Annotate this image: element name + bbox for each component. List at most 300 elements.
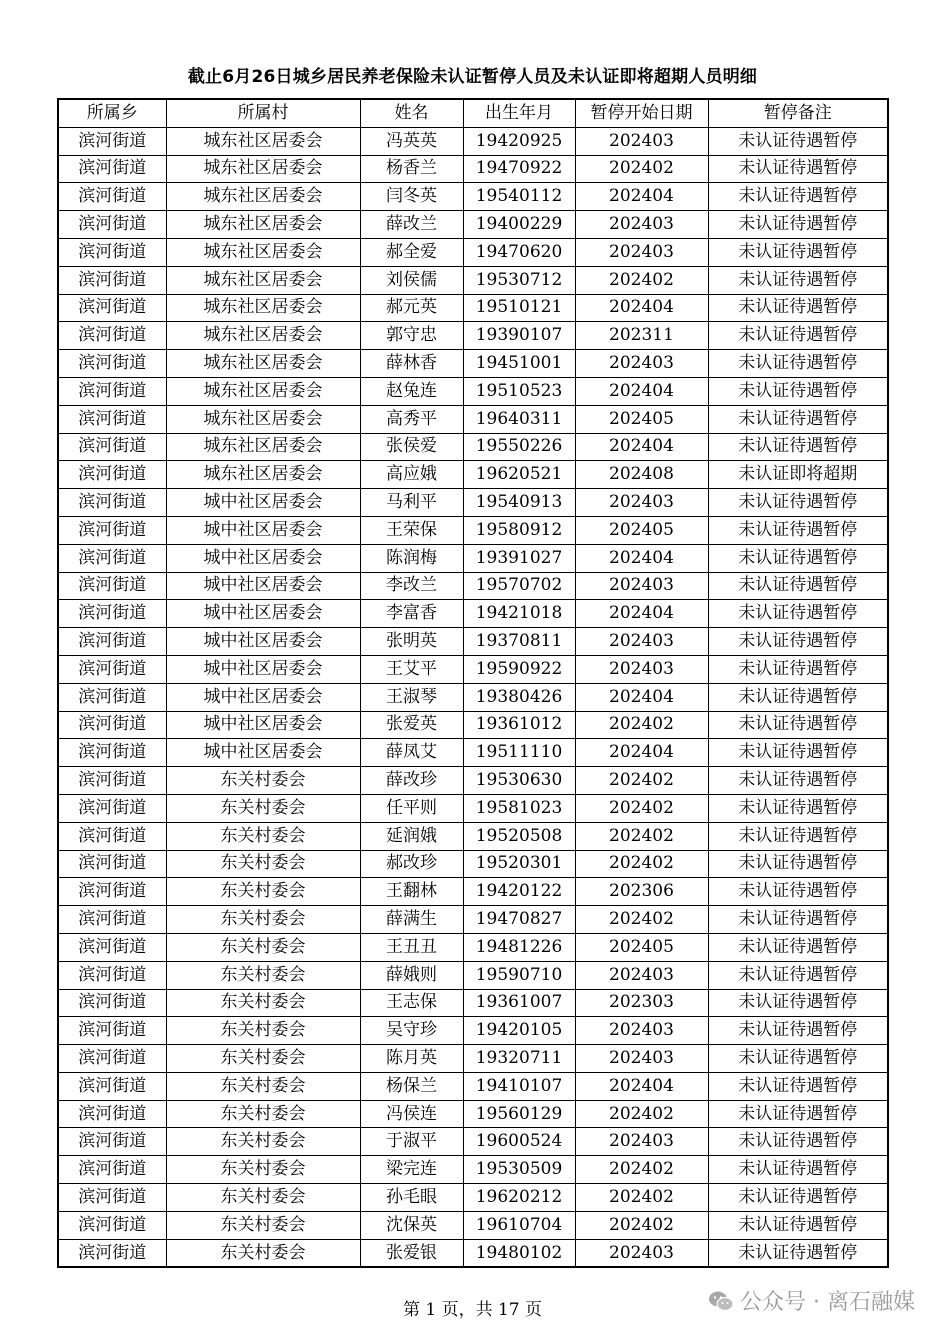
cell-birth-date: 19410107 <box>463 1072 575 1100</box>
cell-township: 滨河街道 <box>58 211 166 239</box>
cell-township: 滨河街道 <box>58 1156 166 1184</box>
cell-village: 东关村委会 <box>166 1128 360 1156</box>
cell-name: 薛改珍 <box>360 767 463 795</box>
wechat-icon <box>708 1290 734 1312</box>
header-row <box>58 99 888 127</box>
cell-suspend-start: 202403 <box>575 628 708 656</box>
cell-suspend-start: 202405 <box>575 405 708 433</box>
cell-suspend-start: 202403 <box>575 655 708 683</box>
cell-township: 滨河街道 <box>58 961 166 989</box>
table-row <box>58 433 888 461</box>
cell-birth-date: 19530630 <box>463 767 575 795</box>
cell-name: 郝改珍 <box>360 850 463 878</box>
cell-township: 滨河街道 <box>58 294 166 322</box>
cell-township: 滨河街道 <box>58 377 166 405</box>
cell-name: 王志保 <box>360 989 463 1017</box>
cell-village: 城中社区居委会 <box>166 739 360 767</box>
cell-birth-date: 19620521 <box>463 461 575 489</box>
cell-suspend-start: 202403 <box>575 1239 708 1267</box>
cell-township: 滨河街道 <box>58 350 166 378</box>
cell-suspend-start: 202403 <box>575 350 708 378</box>
cell-suspend-start: 202404 <box>575 183 708 211</box>
cell-suspend-start: 202402 <box>575 850 708 878</box>
cell-birth-date: 19510121 <box>463 294 575 322</box>
cell-suspend-note: 未认证待遇暂停 <box>708 294 888 322</box>
table-row <box>58 350 888 378</box>
cell-township: 滨河街道 <box>58 1045 166 1073</box>
cell-suspend-note: 未认证待遇暂停 <box>708 1156 888 1184</box>
cell-name: 张爱银 <box>360 1239 463 1267</box>
cell-name: 于淑平 <box>360 1128 463 1156</box>
cell-birth-date: 19640311 <box>463 405 575 433</box>
cell-township: 滨河街道 <box>58 655 166 683</box>
cell-suspend-note: 未认证待遇暂停 <box>708 127 888 155</box>
cell-birth-date: 19520508 <box>463 822 575 850</box>
cell-birth-date: 19540112 <box>463 183 575 211</box>
cell-name: 薛满生 <box>360 906 463 934</box>
cell-suspend-note: 未认证待遇暂停 <box>708 405 888 433</box>
cell-village: 东关村委会 <box>166 850 360 878</box>
table-row <box>58 989 888 1017</box>
cell-suspend-note: 未认证待遇暂停 <box>708 322 888 350</box>
cell-township: 滨河街道 <box>58 238 166 266</box>
cell-name: 薛凤艾 <box>360 739 463 767</box>
cell-suspend-note: 未认证待遇暂停 <box>708 211 888 239</box>
table-row <box>58 1045 888 1073</box>
cell-village: 东关村委会 <box>166 1100 360 1128</box>
cell-village: 东关村委会 <box>166 822 360 850</box>
table-row <box>58 933 888 961</box>
cell-village: 城东社区居委会 <box>166 405 360 433</box>
cell-suspend-note: 未认证待遇暂停 <box>708 516 888 544</box>
cell-name: 陈月英 <box>360 1045 463 1073</box>
cell-birth-date: 19620212 <box>463 1184 575 1212</box>
cell-birth-date: 19420925 <box>463 127 575 155</box>
cell-village: 东关村委会 <box>166 1211 360 1239</box>
cell-township: 滨河街道 <box>58 683 166 711</box>
cell-suspend-note: 未认证待遇暂停 <box>708 433 888 461</box>
page-title: 截止6月26日城乡居民养老保险未认证暂停人员及未认证即将超期人员明细 <box>187 67 758 87</box>
cell-township: 滨河街道 <box>58 628 166 656</box>
page-footer: 第 1 页，共 17 页 <box>402 1300 543 1320</box>
table-row <box>58 794 888 822</box>
cell-suspend-start: 202404 <box>575 294 708 322</box>
cell-birth-date: 19451001 <box>463 350 575 378</box>
cell-suspend-start: 202303 <box>575 989 708 1017</box>
cell-name: 王艾平 <box>360 655 463 683</box>
cell-suspend-start: 202403 <box>575 572 708 600</box>
cell-suspend-start: 202404 <box>575 433 708 461</box>
cell-birth-date: 19610704 <box>463 1211 575 1239</box>
cell-village: 东关村委会 <box>166 1156 360 1184</box>
cell-name: 薛娥则 <box>360 961 463 989</box>
column-header-birth-date: 出生年月 <box>463 99 575 127</box>
cell-township: 滨河街道 <box>58 822 166 850</box>
cell-birth-date: 19530509 <box>463 1156 575 1184</box>
cell-suspend-start: 202402 <box>575 1184 708 1212</box>
table-row <box>58 405 888 433</box>
cell-village: 城东社区居委会 <box>166 322 360 350</box>
table-row <box>58 1156 888 1184</box>
cell-township: 滨河街道 <box>58 933 166 961</box>
cell-township: 滨河街道 <box>58 155 166 183</box>
cell-township: 滨河街道 <box>58 461 166 489</box>
cell-suspend-note: 未认证待遇暂停 <box>708 155 888 183</box>
table-row <box>58 322 888 350</box>
cell-village: 城中社区居委会 <box>166 516 360 544</box>
table-row <box>58 1017 888 1045</box>
cell-suspend-note: 未认证待遇暂停 <box>708 544 888 572</box>
cell-village: 城中社区居委会 <box>166 711 360 739</box>
cell-village: 城东社区居委会 <box>166 461 360 489</box>
cell-birth-date: 19420122 <box>463 878 575 906</box>
cell-suspend-note: 未认证待遇暂停 <box>708 377 888 405</box>
cell-suspend-note: 未认证待遇暂停 <box>708 183 888 211</box>
cell-village: 东关村委会 <box>166 933 360 961</box>
cell-village: 城中社区居委会 <box>166 683 360 711</box>
cell-suspend-note: 未认证待遇暂停 <box>708 266 888 294</box>
table-row <box>58 711 888 739</box>
table-row <box>58 266 888 294</box>
cell-name: 李富香 <box>360 600 463 628</box>
cell-birth-date: 19481226 <box>463 933 575 961</box>
cell-village: 城中社区居委会 <box>166 489 360 517</box>
cell-birth-date: 19550226 <box>463 433 575 461</box>
cell-suspend-start: 202402 <box>575 266 708 294</box>
cell-birth-date: 19400229 <box>463 211 575 239</box>
table-row <box>58 1072 888 1100</box>
column-header-suspend-note: 暂停备注 <box>708 99 888 127</box>
column-header-name: 姓名 <box>360 99 463 127</box>
cell-suspend-note: 未认证待遇暂停 <box>708 1239 888 1267</box>
cell-name: 刘侯儒 <box>360 266 463 294</box>
cell-village: 城中社区居委会 <box>166 600 360 628</box>
cell-suspend-start: 202405 <box>575 516 708 544</box>
cell-name: 王丑丑 <box>360 933 463 961</box>
cell-suspend-note: 未认证待遇暂停 <box>708 1184 888 1212</box>
cell-suspend-start: 202403 <box>575 1017 708 1045</box>
cell-name: 延润娥 <box>360 822 463 850</box>
cell-suspend-note: 未认证待遇暂停 <box>708 683 888 711</box>
table-row <box>58 155 888 183</box>
cell-name: 梁完连 <box>360 1156 463 1184</box>
cell-suspend-note: 未认证待遇暂停 <box>708 628 888 656</box>
cell-township: 滨河街道 <box>58 850 166 878</box>
table-row <box>58 516 888 544</box>
table-row <box>58 294 888 322</box>
cell-suspend-note: 未认证待遇暂停 <box>708 906 888 934</box>
cell-township: 滨河街道 <box>58 1128 166 1156</box>
cell-township: 滨河街道 <box>58 322 166 350</box>
table-row <box>58 127 888 155</box>
cell-name: 沈保英 <box>360 1211 463 1239</box>
cell-village: 东关村委会 <box>166 794 360 822</box>
cell-village: 城东社区居委会 <box>166 294 360 322</box>
cell-village: 东关村委会 <box>166 906 360 934</box>
cell-suspend-note: 未认证待遇暂停 <box>708 1211 888 1239</box>
cell-suspend-start: 202404 <box>575 739 708 767</box>
cell-birth-date: 19390107 <box>463 322 575 350</box>
table-row <box>58 238 888 266</box>
cell-name: 赵兔连 <box>360 377 463 405</box>
cell-village: 城中社区居委会 <box>166 655 360 683</box>
cell-birth-date: 19511110 <box>463 739 575 767</box>
table-row <box>58 906 888 934</box>
cell-suspend-note: 未认证待遇暂停 <box>708 1072 888 1100</box>
cell-village: 东关村委会 <box>166 961 360 989</box>
cell-suspend-start: 202408 <box>575 461 708 489</box>
cell-name: 杨香兰 <box>360 155 463 183</box>
cell-village: 城东社区居委会 <box>166 266 360 294</box>
table-row <box>58 739 888 767</box>
cell-township: 滨河街道 <box>58 1239 166 1267</box>
cell-name: 冯侯连 <box>360 1100 463 1128</box>
cell-suspend-start: 202403 <box>575 1128 708 1156</box>
cell-township: 滨河街道 <box>58 1211 166 1239</box>
cell-birth-date: 19600524 <box>463 1128 575 1156</box>
cell-birth-date: 19470620 <box>463 238 575 266</box>
cell-suspend-start: 202402 <box>575 1211 708 1239</box>
cell-village: 城东社区居委会 <box>166 155 360 183</box>
table-row <box>58 850 888 878</box>
cell-township: 滨河街道 <box>58 1017 166 1045</box>
table-row <box>58 1184 888 1212</box>
cell-suspend-note: 未认证待遇暂停 <box>708 1045 888 1073</box>
column-header-township: 所属乡 <box>58 99 166 127</box>
cell-name: 郝元英 <box>360 294 463 322</box>
cell-township: 滨河街道 <box>58 600 166 628</box>
cell-suspend-note: 未认证待遇暂停 <box>708 794 888 822</box>
cell-birth-date: 19421018 <box>463 600 575 628</box>
cell-birth-date: 19391027 <box>463 544 575 572</box>
table-row <box>58 655 888 683</box>
cell-suspend-start: 202402 <box>575 767 708 795</box>
column-header-village: 所属村 <box>166 99 360 127</box>
table-row <box>58 961 888 989</box>
table-row <box>58 767 888 795</box>
cell-village: 城东社区居委会 <box>166 350 360 378</box>
cell-suspend-start: 202403 <box>575 127 708 155</box>
table-row <box>58 183 888 211</box>
cell-village: 东关村委会 <box>166 878 360 906</box>
cell-suspend-start: 202404 <box>575 544 708 572</box>
cell-village: 城东社区居委会 <box>166 183 360 211</box>
cell-name: 张爱英 <box>360 711 463 739</box>
cell-suspend-start: 202306 <box>575 878 708 906</box>
table-row <box>58 211 888 239</box>
cell-birth-date: 19380426 <box>463 683 575 711</box>
cell-township: 滨河街道 <box>58 183 166 211</box>
cell-township: 滨河街道 <box>58 572 166 600</box>
cell-suspend-start: 202402 <box>575 1156 708 1184</box>
cell-township: 滨河街道 <box>58 433 166 461</box>
table-row <box>58 544 888 572</box>
column-header-suspend-start: 暂停开始日期 <box>575 99 708 127</box>
cell-suspend-start: 202404 <box>575 377 708 405</box>
cell-suspend-start: 202403 <box>575 238 708 266</box>
cell-birth-date: 19361012 <box>463 711 575 739</box>
cell-name: 吴守珍 <box>360 1017 463 1045</box>
cell-suspend-note: 未认证待遇暂停 <box>708 1017 888 1045</box>
cell-birth-date: 19480102 <box>463 1239 575 1267</box>
cell-suspend-start: 202403 <box>575 1045 708 1073</box>
cell-name: 高应娥 <box>360 461 463 489</box>
cell-township: 滨河街道 <box>58 544 166 572</box>
cell-township: 滨河街道 <box>58 1184 166 1212</box>
table-row <box>58 1100 888 1128</box>
cell-suspend-start: 202402 <box>575 794 708 822</box>
cell-village: 城东社区居委会 <box>166 238 360 266</box>
cell-birth-date: 19581023 <box>463 794 575 822</box>
cell-suspend-start: 202403 <box>575 489 708 517</box>
table-row <box>58 1239 888 1267</box>
cell-suspend-start: 202402 <box>575 822 708 850</box>
cell-township: 滨河街道 <box>58 794 166 822</box>
cell-village: 城东社区居委会 <box>166 127 360 155</box>
cell-suspend-note: 未认证待遇暂停 <box>708 933 888 961</box>
table-row <box>58 572 888 600</box>
roster-body <box>58 127 888 1267</box>
cell-suspend-note: 未认证待遇暂停 <box>708 238 888 266</box>
cell-township: 滨河街道 <box>58 1072 166 1100</box>
cell-village: 东关村委会 <box>166 989 360 1017</box>
cell-suspend-start: 202402 <box>575 711 708 739</box>
cell-village: 东关村委会 <box>166 1017 360 1045</box>
cell-name: 薛改兰 <box>360 211 463 239</box>
cell-suspend-note: 未认证待遇暂停 <box>708 739 888 767</box>
cell-birth-date: 19580912 <box>463 516 575 544</box>
cell-name: 薛林香 <box>360 350 463 378</box>
cell-suspend-note: 未认证待遇暂停 <box>708 1128 888 1156</box>
cell-village: 城中社区居委会 <box>166 544 360 572</box>
cell-birth-date: 19540913 <box>463 489 575 517</box>
cell-suspend-note: 未认证待遇暂停 <box>708 989 888 1017</box>
cell-suspend-start: 202404 <box>575 1072 708 1100</box>
cell-township: 滨河街道 <box>58 739 166 767</box>
cell-suspend-note: 未认证待遇暂停 <box>708 489 888 517</box>
cell-birth-date: 19520301 <box>463 850 575 878</box>
cell-name: 冯英英 <box>360 127 463 155</box>
cell-birth-date: 19560129 <box>463 1100 575 1128</box>
cell-township: 滨河街道 <box>58 127 166 155</box>
roster-table <box>57 98 889 1268</box>
cell-village: 城东社区居委会 <box>166 433 360 461</box>
cell-township: 滨河街道 <box>58 767 166 795</box>
cell-name: 高秀平 <box>360 405 463 433</box>
cell-birth-date: 19590710 <box>463 961 575 989</box>
cell-suspend-note: 未认证待遇暂停 <box>708 350 888 378</box>
cell-suspend-start: 202311 <box>575 322 708 350</box>
cell-suspend-start: 202402 <box>575 906 708 934</box>
cell-village: 东关村委会 <box>166 1239 360 1267</box>
cell-suspend-note: 未认证待遇暂停 <box>708 572 888 600</box>
cell-suspend-note: 未认证待遇暂停 <box>708 711 888 739</box>
watermark <box>708 1285 915 1316</box>
cell-suspend-note: 未认证待遇暂停 <box>708 767 888 795</box>
table-row <box>58 1211 888 1239</box>
cell-name: 王淑琴 <box>360 683 463 711</box>
cell-suspend-note: 未认证即将超期 <box>708 461 888 489</box>
cell-suspend-note: 未认证待遇暂停 <box>708 822 888 850</box>
cell-name: 闫冬英 <box>360 183 463 211</box>
cell-village: 城东社区居委会 <box>166 377 360 405</box>
cell-suspend-note: 未认证待遇暂停 <box>708 1100 888 1128</box>
cell-suspend-start: 202404 <box>575 600 708 628</box>
cell-suspend-note: 未认证待遇暂停 <box>708 600 888 628</box>
table-row <box>58 461 888 489</box>
cell-name: 张侯爱 <box>360 433 463 461</box>
cell-birth-date: 19370811 <box>463 628 575 656</box>
table-row <box>58 822 888 850</box>
cell-name: 郝全爱 <box>360 238 463 266</box>
cell-birth-date: 19320711 <box>463 1045 575 1073</box>
cell-township: 滨河街道 <box>58 989 166 1017</box>
cell-name: 李改兰 <box>360 572 463 600</box>
cell-suspend-start: 202405 <box>575 933 708 961</box>
table-row <box>58 878 888 906</box>
cell-name: 郭守忠 <box>360 322 463 350</box>
cell-village: 东关村委会 <box>166 1045 360 1073</box>
cell-village: 东关村委会 <box>166 1184 360 1212</box>
cell-suspend-start: 202403 <box>575 961 708 989</box>
cell-birth-date: 19530712 <box>463 266 575 294</box>
table-row <box>58 600 888 628</box>
cell-township: 滨河街道 <box>58 878 166 906</box>
watermark-text: 公众号 · 离石融媒 <box>740 1290 915 1315</box>
cell-suspend-note: 未认证待遇暂停 <box>708 961 888 989</box>
cell-village: 东关村委会 <box>166 1072 360 1100</box>
cell-suspend-note: 未认证待遇暂停 <box>708 850 888 878</box>
cell-suspend-start: 202402 <box>575 155 708 183</box>
cell-suspend-start: 202403 <box>575 211 708 239</box>
table-row <box>58 683 888 711</box>
cell-name: 王荣保 <box>360 516 463 544</box>
cell-township: 滨河街道 <box>58 906 166 934</box>
cell-birth-date: 19361007 <box>463 989 575 1017</box>
table-row <box>58 628 888 656</box>
cell-name: 张明英 <box>360 628 463 656</box>
cell-village: 城中社区居委会 <box>166 628 360 656</box>
cell-suspend-start: 202402 <box>575 1100 708 1128</box>
cell-suspend-start: 202404 <box>575 683 708 711</box>
cell-township: 滨河街道 <box>58 489 166 517</box>
cell-name: 王翻林 <box>360 878 463 906</box>
cell-name: 杨保兰 <box>360 1072 463 1100</box>
cell-township: 滨河街道 <box>58 1100 166 1128</box>
cell-name: 孙毛眼 <box>360 1184 463 1212</box>
cell-birth-date: 19470922 <box>463 155 575 183</box>
table-row <box>58 489 888 517</box>
cell-birth-date: 19590922 <box>463 655 575 683</box>
table-row <box>58 377 888 405</box>
cell-name: 任平则 <box>360 794 463 822</box>
cell-township: 滨河街道 <box>58 711 166 739</box>
cell-birth-date: 19510523 <box>463 377 575 405</box>
cell-birth-date: 19470827 <box>463 906 575 934</box>
cell-birth-date: 19570702 <box>463 572 575 600</box>
cell-township: 滨河街道 <box>58 266 166 294</box>
cell-birth-date: 19420105 <box>463 1017 575 1045</box>
table-row <box>58 1128 888 1156</box>
cell-village: 城东社区居委会 <box>166 211 360 239</box>
cell-village: 东关村委会 <box>166 767 360 795</box>
cell-suspend-note: 未认证待遇暂停 <box>708 878 888 906</box>
cell-name: 马利平 <box>360 489 463 517</box>
cell-township: 滨河街道 <box>58 405 166 433</box>
cell-village: 城中社区居委会 <box>166 572 360 600</box>
cell-township: 滨河街道 <box>58 516 166 544</box>
cell-name: 陈润梅 <box>360 544 463 572</box>
